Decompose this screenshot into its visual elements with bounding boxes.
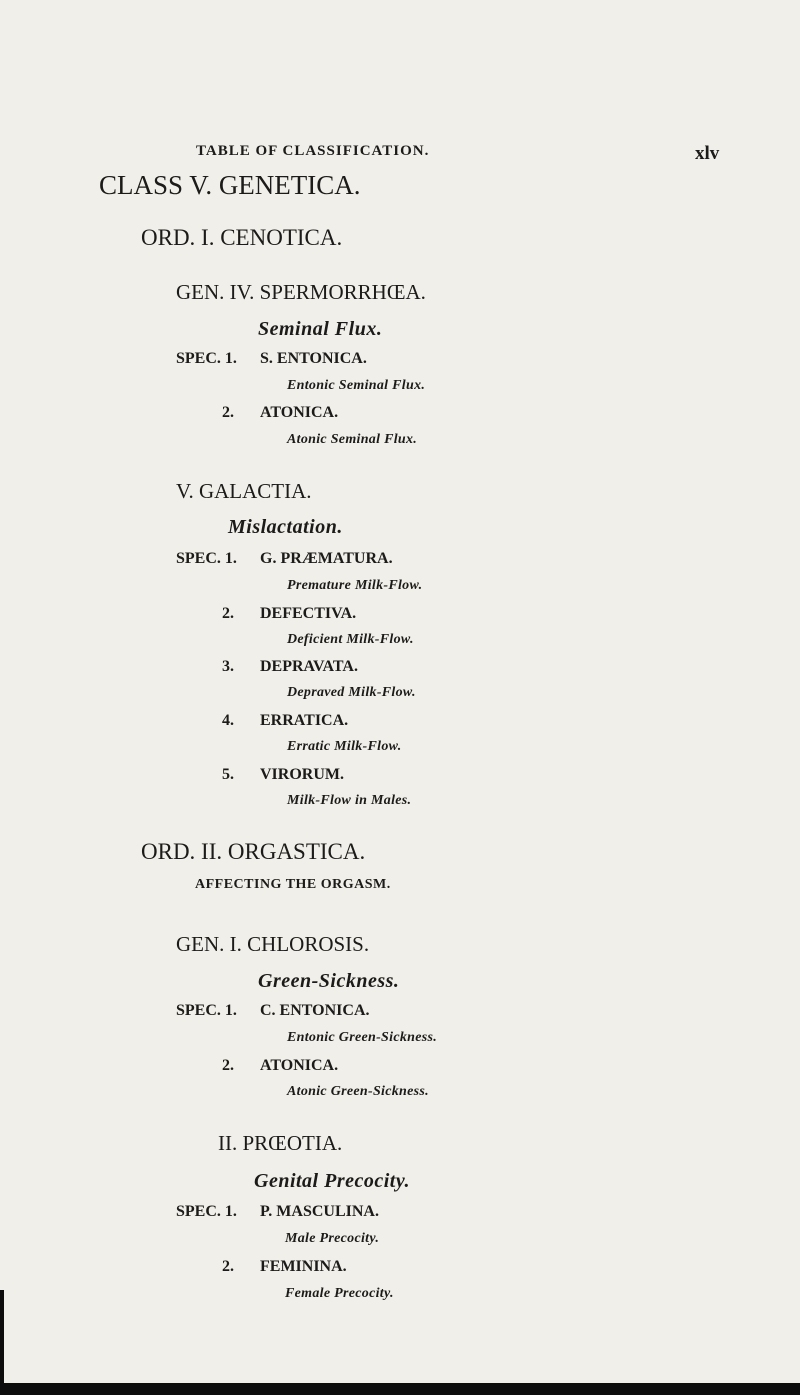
- species-name: C. ENTONICA.: [260, 1002, 370, 1019]
- species-number: SPEC. 1.: [176, 1203, 237, 1220]
- species-name: ERRATICA.: [260, 712, 349, 729]
- species-english-name: Depraved Milk-Flow.: [287, 685, 416, 700]
- species-name: G. PRÆMATURA.: [260, 550, 393, 567]
- species-english-name: Premature Milk-Flow.: [287, 578, 423, 593]
- species-name: DEFECTIVA.: [260, 605, 357, 622]
- species-name: S. ENTONICA.: [260, 350, 367, 367]
- genus-english-name: Mislactation.: [228, 516, 343, 538]
- species-number: 3.: [222, 658, 234, 675]
- running-head: TABLE OF CLASSIFICATION.: [196, 143, 430, 159]
- genus-title: II. PRŒOTIA.: [218, 1131, 343, 1155]
- species-number: 4.: [222, 712, 234, 729]
- species-number: 2.: [222, 1258, 234, 1275]
- species-number: 2.: [222, 605, 234, 622]
- species-name: VIRORUM.: [260, 766, 344, 783]
- class-title: CLASS V. GENETICA.: [99, 170, 361, 200]
- page-number: xlv: [695, 143, 720, 164]
- genus-title: GEN. I. CHLOROSIS.: [176, 932, 370, 956]
- species-name: ATONICA.: [260, 1057, 339, 1074]
- species-english-name: Atonic Green-Sickness.: [287, 1084, 429, 1099]
- species-number: 2.: [222, 404, 234, 421]
- species-name: DEPRAVATA.: [260, 658, 358, 675]
- page-bottom-edge: [0, 1383, 800, 1395]
- species-english-name: Male Precocity.: [285, 1231, 380, 1246]
- species-english-name: Milk-Flow in Males.: [287, 793, 412, 808]
- genus-title: V. GALACTIA.: [176, 479, 312, 503]
- genus-english-name: Seminal Flux.: [258, 318, 383, 340]
- species-english-name: Deficient Milk-Flow.: [287, 632, 414, 647]
- order-caption: AFFECTING THE ORGASM.: [195, 877, 391, 892]
- species-name: P. MASCULINA.: [260, 1203, 379, 1220]
- species-name: FEMININA.: [260, 1258, 347, 1275]
- species-number: SPEC. 1.: [176, 550, 237, 567]
- species-english-name: Entonic Seminal Flux.: [287, 378, 426, 393]
- order-title: ORD. II. ORGASTICA.: [141, 839, 366, 864]
- genus-title: GEN. IV. SPERMORRHŒA.: [176, 280, 426, 304]
- species-english-name: Atonic Seminal Flux.: [287, 432, 418, 447]
- species-number: 5.: [222, 766, 234, 783]
- species-english-name: Erratic Milk-Flow.: [287, 739, 402, 754]
- species-english-name: Female Precocity.: [285, 1286, 394, 1301]
- species-name: ATONICA.: [260, 404, 339, 421]
- species-number: SPEC. 1.: [176, 350, 237, 367]
- page-edge-shadow: [0, 1290, 4, 1395]
- genus-english-name: Genital Precocity.: [254, 1170, 410, 1192]
- genus-english-name: Green-Sickness.: [258, 970, 400, 992]
- order-title: ORD. I. CENOTICA.: [141, 225, 343, 250]
- species-english-name: Entonic Green-Sickness.: [287, 1030, 438, 1045]
- species-number: 2.: [222, 1057, 234, 1074]
- species-number: SPEC. 1.: [176, 1002, 237, 1019]
